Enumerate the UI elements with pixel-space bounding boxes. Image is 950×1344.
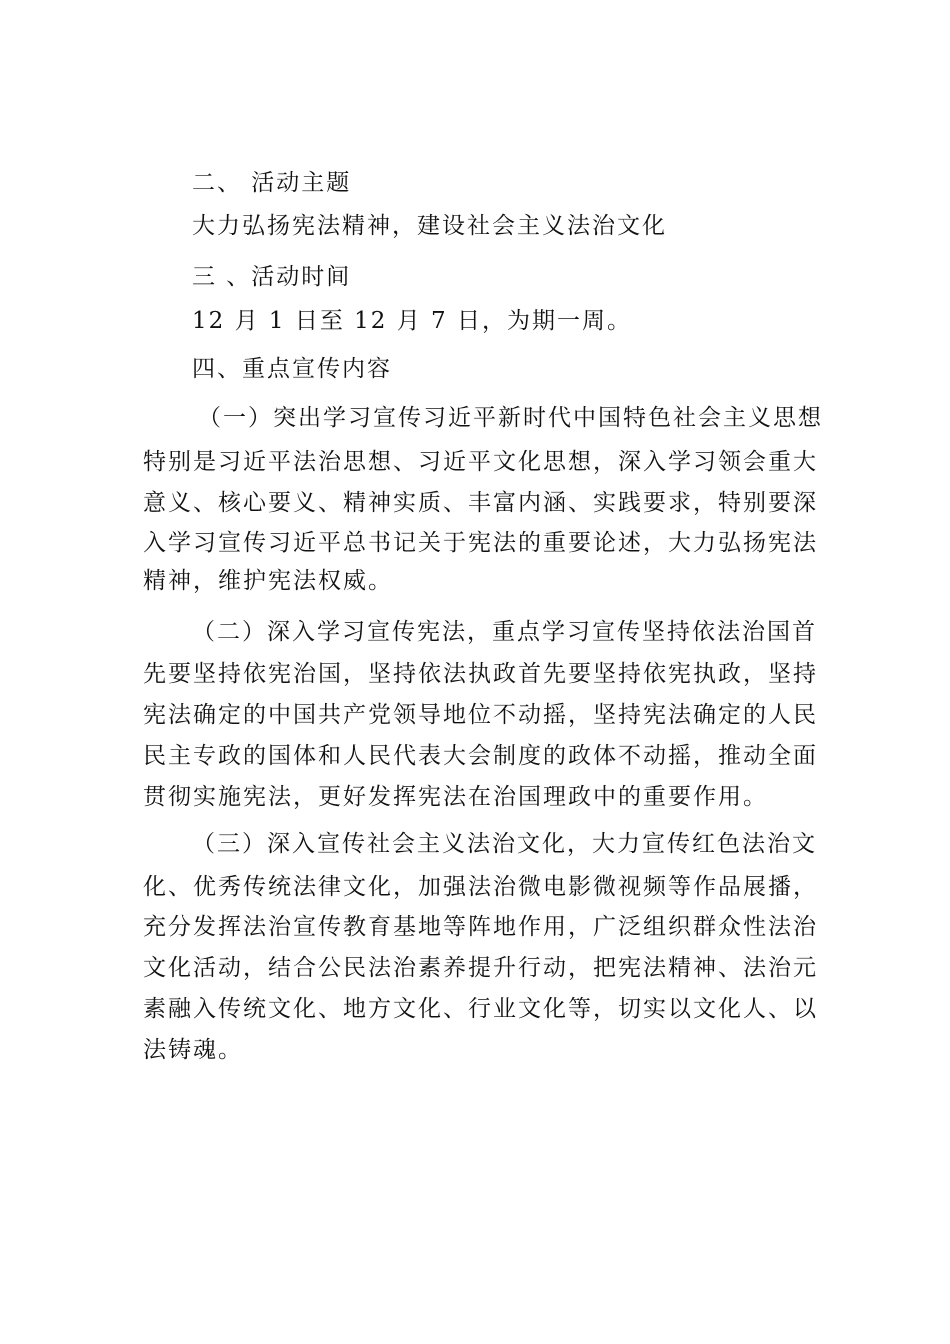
paragraph-3-line: 文化活动，结合公民法治素养提升行动，把宪法精神、法治元 [143, 955, 818, 981]
paragraph-1-line: 入学习宣传习近平总书记关于宪法的重要论述，大力弘扬宪法 [143, 530, 818, 556]
section-heading-theme: 二、 活动主题 [192, 170, 352, 196]
time-text: 12 月 1 日至 12 月 7 日，为期一周。 [192, 308, 632, 334]
paragraph-1-line: 特别是习近平法治思想、习近平文化思想，深入学习领会重大 [143, 449, 818, 475]
paragraph-3-line: 素融入传统文化、地方文化、行业文化等，切实以文化人、以 [143, 996, 818, 1022]
paragraph-1-line: （一）突出学习宣传习近平新时代中国特色社会主义思想 [198, 405, 823, 431]
paragraph-2-line: 先要坚持依宪治国，坚持依法执政首先要坚持依宪执政，坚持 [143, 661, 818, 687]
paragraph-2-line: 贯彻实施宪法，更好发挥宪法在治国理政中的重要作用。 [143, 784, 768, 810]
section-heading-content: 四、重点宣传内容 [192, 356, 392, 382]
theme-text: 大力弘扬宪法精神，建设社会主义法治文化 [192, 213, 667, 239]
paragraph-2-line: 民主专政的国体和人民代表大会制度的政体不动摇，推动全面 [143, 743, 818, 769]
paragraph-2-line: 宪法确定的中国共产党领导地位不动摇，坚持宪法确定的人民 [143, 702, 818, 728]
paragraph-3-line: （三）深入宣传社会主义法治文化，大力宣传红色法治文 [192, 831, 817, 857]
paragraph-3-line: 化、优秀传统法律文化，加强法治微电影微视频等作品展播， [143, 874, 818, 900]
paragraph-3-line: 法铸魂。 [143, 1037, 243, 1063]
paragraph-1-line: 精神，维护宪法权威。 [143, 568, 393, 594]
section-heading-time: 三 、活动时间 [192, 264, 352, 290]
paragraph-1-line: 意义、核心要义、精神实质、丰富内涵、实践要求，特别要深 [143, 490, 818, 516]
paragraph-2-line: （二）深入学习宣传宪法，重点学习宣传坚持依法治国首 [192, 619, 817, 645]
paragraph-3-line: 充分发挥法治宣传教育基地等阵地作用，广泛组织群众性法治 [143, 914, 818, 940]
